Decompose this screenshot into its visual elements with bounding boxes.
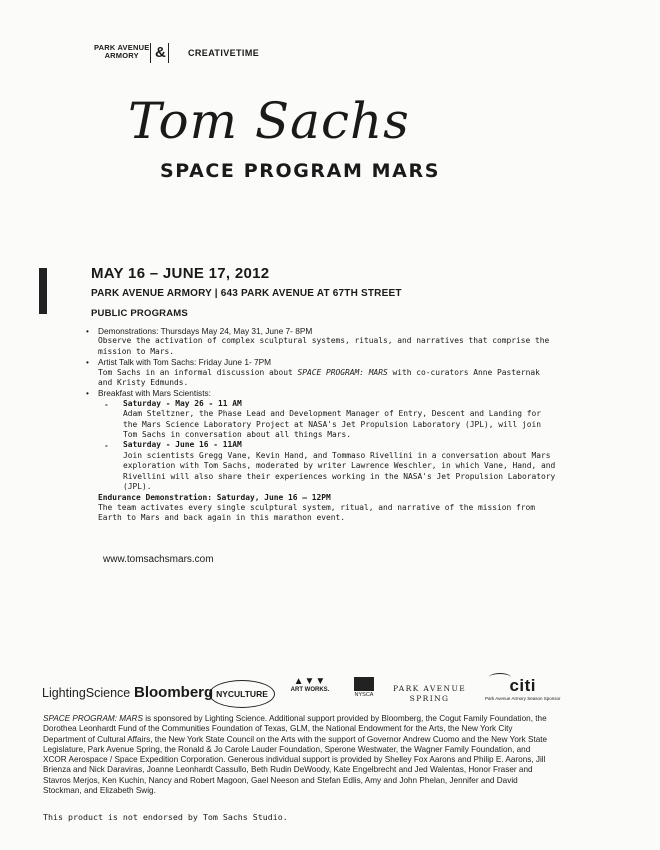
program-description: The team activates every single sculptural system, ritual, and narrative of the mission from Earth to Mars and back again in this marathon event. bbox=[98, 502, 536, 523]
org1-line2: ARMORY bbox=[104, 51, 139, 60]
org1-line1: PARK AVENUE bbox=[94, 43, 150, 52]
sub-list-item bbox=[98, 440, 556, 492]
event-dates: MAY 16 – JUNE 17, 2012 bbox=[91, 265, 270, 282]
description-text: with co-curators Anne Pasternak and Kristy Edmunds. bbox=[98, 367, 540, 388]
nyculture-logo: NYCULTURE bbox=[209, 680, 275, 708]
list-item bbox=[86, 357, 556, 388]
bullet-icon: • bbox=[86, 326, 89, 336]
spring-label: SPRING bbox=[409, 694, 450, 703]
program-heading: Breakfast with Mars Scientists: bbox=[98, 388, 211, 399]
lighting-science-logo: LightingScience bbox=[42, 686, 131, 700]
program-heading: Artist Talk with Tom Sachs: Friday June 1- 7PM bbox=[98, 357, 272, 368]
citi-label: citi bbox=[509, 676, 537, 695]
sponsor-logos bbox=[42, 676, 562, 710]
sponsor-paragraph bbox=[43, 714, 553, 796]
program-description: Adam Steltzner, the Phase Lead and Development Manager of Entry, Descent and Landing for the Mars Science Laboratory Project at NASA's Jet Propulsion Laboratory (JPL), will join Tom Sachs in conversation about all things Mars. bbox=[123, 409, 542, 440]
citi-logo bbox=[485, 676, 560, 701]
program-heading: Endurance Demonstration: Saturday, June 16 – 12PM bbox=[98, 492, 331, 502]
triangles-icon: ▲▼▼ bbox=[293, 676, 327, 687]
show-title-italic: SPACE PROGRAM: MARS bbox=[43, 714, 143, 723]
program-subheading: Saturday - May 26 - 11 AM bbox=[123, 398, 242, 408]
nysca-logo bbox=[350, 676, 378, 699]
program-description: Observe the activation of complex sculptural systems, rituals, and narratives that comprise the mission to Mars. bbox=[98, 336, 550, 356]
dash-icon: - bbox=[105, 440, 108, 451]
program-heading: Demonstrations: Thursdays May 24, May 31, June 7- 8PM bbox=[98, 326, 313, 336]
list-item bbox=[86, 326, 556, 357]
event-venue: PARK AVENUE ARMORY | 643 PARK AVENUE AT 67TH STREET bbox=[91, 288, 402, 299]
dash-icon: - bbox=[105, 398, 108, 409]
art-works-logo bbox=[290, 678, 330, 694]
creative-time-logo: CREATIVETIME bbox=[188, 48, 260, 58]
disclaimer: This product is not endorsed by Tom Sachs Studio. bbox=[43, 812, 288, 822]
citi-sponsor-label: Park Avenue Armory Season Sponsor bbox=[485, 696, 561, 701]
list-item bbox=[86, 388, 556, 523]
artist-name-handwritten: Tom Sachs bbox=[128, 92, 410, 150]
program-description bbox=[98, 368, 556, 389]
website-link[interactable]: www.tomsachsmars.com bbox=[103, 554, 214, 565]
sponsor-text: is sponsored by Lighting Science. Additional support provided by Bloomberg, the Cogut Family Foundation, the Dorothea Leonhardt Fund of the Communities Foundation of Texas, GLM, the National Endowment for the Arts, the New York City Department of Cultural Affairs, the New York State Council on the Arts with the support of Governor Andrew Cuomo and the New York State Legislature, Park Avenue Spring, the Ronald & Jo Carole Lauder Foundation, Sperone Westwater, the Wagner Family Foundation, and XCOR Aerospace / Space Expedition Corporation. Generous individual support is provided by Shelley Fox Aarons and Philip E. Aarons, Jill Brienza and Nick Daraviras, Joanne Leonhardt Cassullo, Beth Rudin DeWoody, Kate Engelbrecht and Jed Walentas, Honor Fraser and Stavros Merjos, Ken Kuchin, Nancy and Robert Magoon, Gael Neeson and Stefan Edlis, Amy and John Phelan, Jennifer and David Stockman, and Elizabeth Swig. bbox=[43, 714, 548, 796]
bullet-icon: • bbox=[86, 388, 89, 399]
art-works-label: ART WORKS. bbox=[290, 687, 330, 693]
sub-list-item bbox=[98, 399, 556, 441]
park-avenue-label: PARK AVENUE bbox=[393, 684, 467, 693]
bullet-icon: • bbox=[86, 357, 89, 368]
show-title-italic: SPACE PROGRAM: MARS bbox=[297, 367, 388, 377]
park-avenue-spring-logo bbox=[393, 684, 466, 704]
citi-arc-icon bbox=[489, 673, 511, 682]
header-divider bbox=[150, 43, 151, 63]
header-divider bbox=[168, 43, 169, 63]
show-title-handwritten: SPACE PROGRAM MARS bbox=[160, 160, 440, 182]
bloomberg-logo: Bloomberg bbox=[134, 684, 214, 701]
section-heading: PUBLIC PROGRAMS bbox=[91, 308, 188, 319]
nysca-emblem-icon bbox=[354, 677, 374, 691]
program-description: Join scientists Gregg Vane, Kevin Hand, and Tommaso Rivellini in a conversation about Mars exploration with Tom Sachs, moderated by writer Lawrence Weschler, in which Vane, Hand, and Rivellini will also share their experiences working in the NASA's Jet Propulsion Laboratory (JPL). bbox=[123, 450, 556, 492]
description-text: Tom Sachs in an informal discussion about bbox=[98, 367, 298, 377]
park-avenue-armory-logo bbox=[94, 44, 149, 60]
nysca-label: NYSCA bbox=[354, 692, 374, 698]
program-list bbox=[86, 326, 556, 524]
ampersand: & bbox=[155, 44, 166, 61]
program-subheading: Saturday - June 16 - 11AM bbox=[123, 440, 242, 450]
margin-marker bbox=[39, 268, 47, 314]
